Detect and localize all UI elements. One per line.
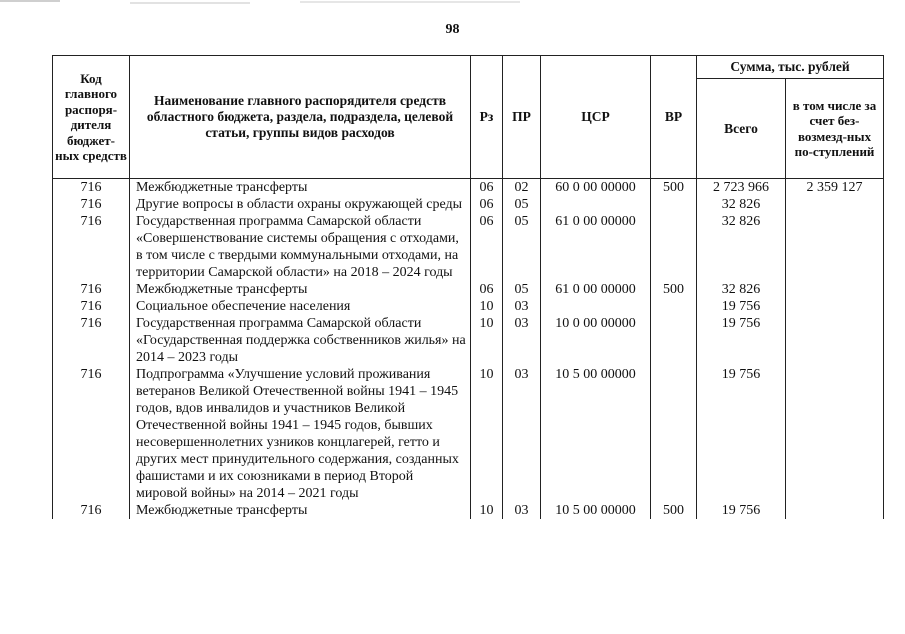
row-code: 716	[53, 315, 130, 366]
row-total: 19 756	[697, 366, 786, 502]
row-rz: 06	[471, 196, 503, 213]
row-gratuitous	[786, 196, 884, 213]
row-csr	[541, 196, 651, 213]
row-code: 716	[53, 213, 130, 281]
row-csr: 10 0 00 00000	[541, 315, 651, 366]
row-total: 32 826	[697, 196, 786, 213]
row-rz: 10	[471, 366, 503, 502]
row-csr: 61 0 00 00000	[541, 213, 651, 281]
table-row	[53, 366, 884, 502]
row-total: 19 756	[697, 315, 786, 366]
row-total: 32 826	[697, 281, 786, 298]
row-rz: 06	[471, 213, 503, 281]
row-vr	[651, 315, 697, 366]
row-code: 716	[53, 196, 130, 213]
row-name: Межбюджетные трансферты	[130, 502, 471, 519]
row-vr: 500	[651, 179, 697, 197]
row-pr: 05	[503, 213, 541, 281]
row-vr: 500	[651, 502, 697, 519]
row-name: Государственная программа Самарской области «Государственная поддержка собственников жилья» на 2014 – 2023 годы	[130, 315, 471, 366]
header-name: Наименование главного распорядителя средств областного бюджета, раздела, подраздела, целевой статьи, группы видов расходов	[130, 56, 471, 179]
row-gratuitous	[786, 281, 884, 298]
table-row	[53, 213, 884, 281]
row-total: 19 756	[697, 298, 786, 315]
row-gratuitous: 2 359 127	[786, 179, 884, 197]
table-row	[53, 281, 884, 298]
row-gratuitous	[786, 213, 884, 281]
table-row	[53, 179, 884, 197]
row-rz: 06	[471, 281, 503, 298]
table-row	[53, 196, 884, 213]
table-row	[53, 502, 884, 519]
row-pr: 03	[503, 298, 541, 315]
row-vr	[651, 196, 697, 213]
page-number: 98	[445, 22, 460, 37]
budget-table	[52, 55, 884, 519]
row-csr: 61 0 00 00000	[541, 281, 651, 298]
row-pr: 03	[503, 366, 541, 502]
row-total: 32 826	[697, 213, 786, 281]
row-code: 716	[53, 366, 130, 502]
scan-artifact	[300, 1, 520, 3]
row-vr	[651, 213, 697, 281]
row-total: 2 723 966	[697, 179, 786, 197]
row-total: 19 756	[697, 502, 786, 519]
header-total: Всего	[697, 79, 786, 179]
row-pr: 02	[503, 179, 541, 197]
row-code: 716	[53, 298, 130, 315]
row-rz: 10	[471, 315, 503, 366]
row-name: Государственная программа Самарской области «Совершенствование системы обращения с отходами, в том числе с твердыми коммунальными отходами, на территории Самарской области» на 2018 – 2024 годы	[130, 213, 471, 281]
row-name: Другие вопросы в области охраны окружающей среды	[130, 196, 471, 213]
row-gratuitous	[786, 315, 884, 366]
row-csr	[541, 298, 651, 315]
header-csr: ЦСР	[541, 56, 651, 179]
header-vr: ВР	[651, 56, 697, 179]
row-name: Межбюджетные трансферты	[130, 281, 471, 298]
row-pr: 05	[503, 281, 541, 298]
row-code: 716	[53, 502, 130, 519]
scan-artifact	[0, 0, 60, 2]
scan-artifact	[130, 2, 250, 4]
row-name: Подпрограмма «Улучшение условий проживания ветеранов Великой Отечественной войны 1941 – 1945 годов, вдов инвалидов и участников Великой Отечественной войны 1941 – 1945 годов, бывших несовершеннолетних узников концлагерей, гетто и других мест принудительного содержания, созданных фашистами и их союзниками в период Второй мировой войны» на 2014 – 2021 годы	[130, 366, 471, 502]
row-gratuitous	[786, 502, 884, 519]
row-vr: 500	[651, 281, 697, 298]
row-name: Социальное обеспечение населения	[130, 298, 471, 315]
row-rz: 10	[471, 298, 503, 315]
row-code: 716	[53, 281, 130, 298]
row-csr: 10 5 00 00000	[541, 502, 651, 519]
table-row	[53, 298, 884, 315]
header-rz: Рз	[471, 56, 503, 179]
header-sum-group: Сумма, тыс. рублей	[697, 56, 884, 79]
row-name: Межбюджетные трансферты	[130, 179, 471, 197]
row-rz: 06	[471, 179, 503, 197]
row-pr: 05	[503, 196, 541, 213]
row-gratuitous	[786, 298, 884, 315]
row-gratuitous	[786, 366, 884, 502]
row-code: 716	[53, 179, 130, 197]
row-csr: 60 0 00 00000	[541, 179, 651, 197]
header-code: Код главного распоря-дителя бюджет-ных средств	[53, 56, 130, 179]
row-pr: 03	[503, 315, 541, 366]
header-gratuitous: в том числе за счет без-возмезд-ных по-ступлений	[786, 79, 884, 179]
row-rz: 10	[471, 502, 503, 519]
row-vr	[651, 298, 697, 315]
header-pr: ПР	[503, 56, 541, 179]
table-row	[53, 315, 884, 366]
row-pr: 03	[503, 502, 541, 519]
row-csr: 10 5 00 00000	[541, 366, 651, 502]
row-vr	[651, 366, 697, 502]
